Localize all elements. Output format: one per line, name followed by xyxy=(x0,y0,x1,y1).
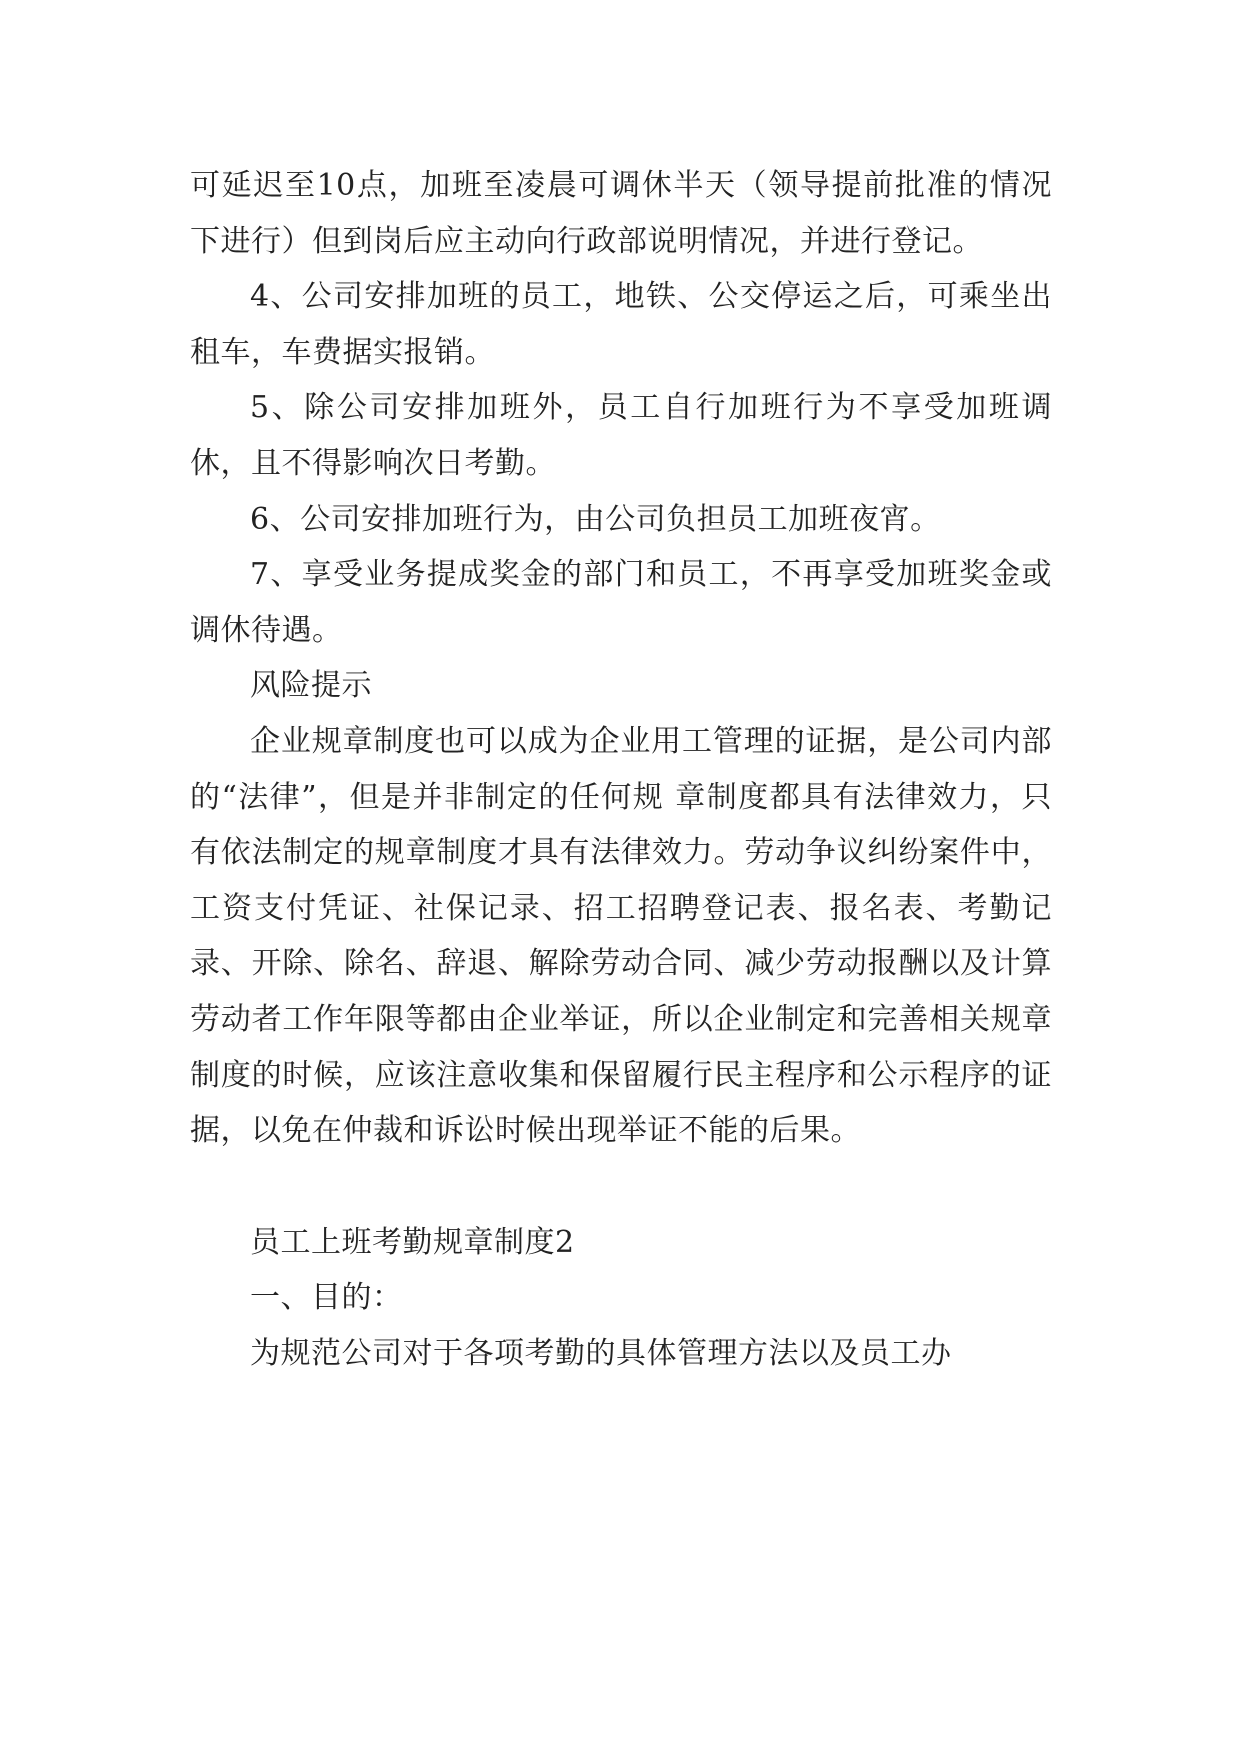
document-body xyxy=(190,158,1052,1381)
paragraph-item-4: 4、公司安排加班的员工，地铁、公交停运之后，可乘坐出租车，车费据实报销。 xyxy=(190,279,1052,370)
document-title-2: 员工上班考勤规章制度2 xyxy=(250,1224,575,1260)
section-heading-purpose: 一、目的： xyxy=(250,1280,403,1316)
section-gap xyxy=(190,1159,1052,1215)
paragraph-overtime-continued: 可延迟至10点，加班至凌晨可调休半天（领导提前批准的情况下进行）但到岗后应主动向行政部说明情况，并进行登记。 xyxy=(190,168,1052,259)
paragraph-item-5: 5、除公司安排加班外，员工自行加班行为不享受加班调休，且不得影响次日考勤。 xyxy=(190,390,1052,481)
paragraph-risk-body: 企业规章制度也可以成为企业用工管理的证据，是公司内部的“法律”，但是并非制定的任何规 章制度都具有法律效力，只有依法制定的规章制度才具有法律效力。劳动争议纠纷案件中，工资支付凭证、社保记录、招工招聘登记表、报名表、考勤记录、开除、除名、辞退、解除劳动合同、减少劳动报酬以及计算劳动者工作年限等都由企业举证，所以企业制定和完善相关规章制度的时候，应该注意收集和保留履行民主程序和公示程序的证据，以免在仲裁和诉讼时候出现举证不能的后果。 xyxy=(190,723,1052,1149)
paragraph-item-6: 6、公司安排加班行为，由公司负担员工加班夜宵。 xyxy=(250,501,941,537)
paragraph-item-7: 7、享受业务提成奖金的部门和员工，不再享受加班奖金或调休待遇。 xyxy=(190,557,1052,648)
section-heading-risk: 风险提示 xyxy=(250,668,372,704)
paragraph-purpose-body: 为规范公司对于各项考勤的具体管理方法以及员工办 xyxy=(250,1335,952,1371)
